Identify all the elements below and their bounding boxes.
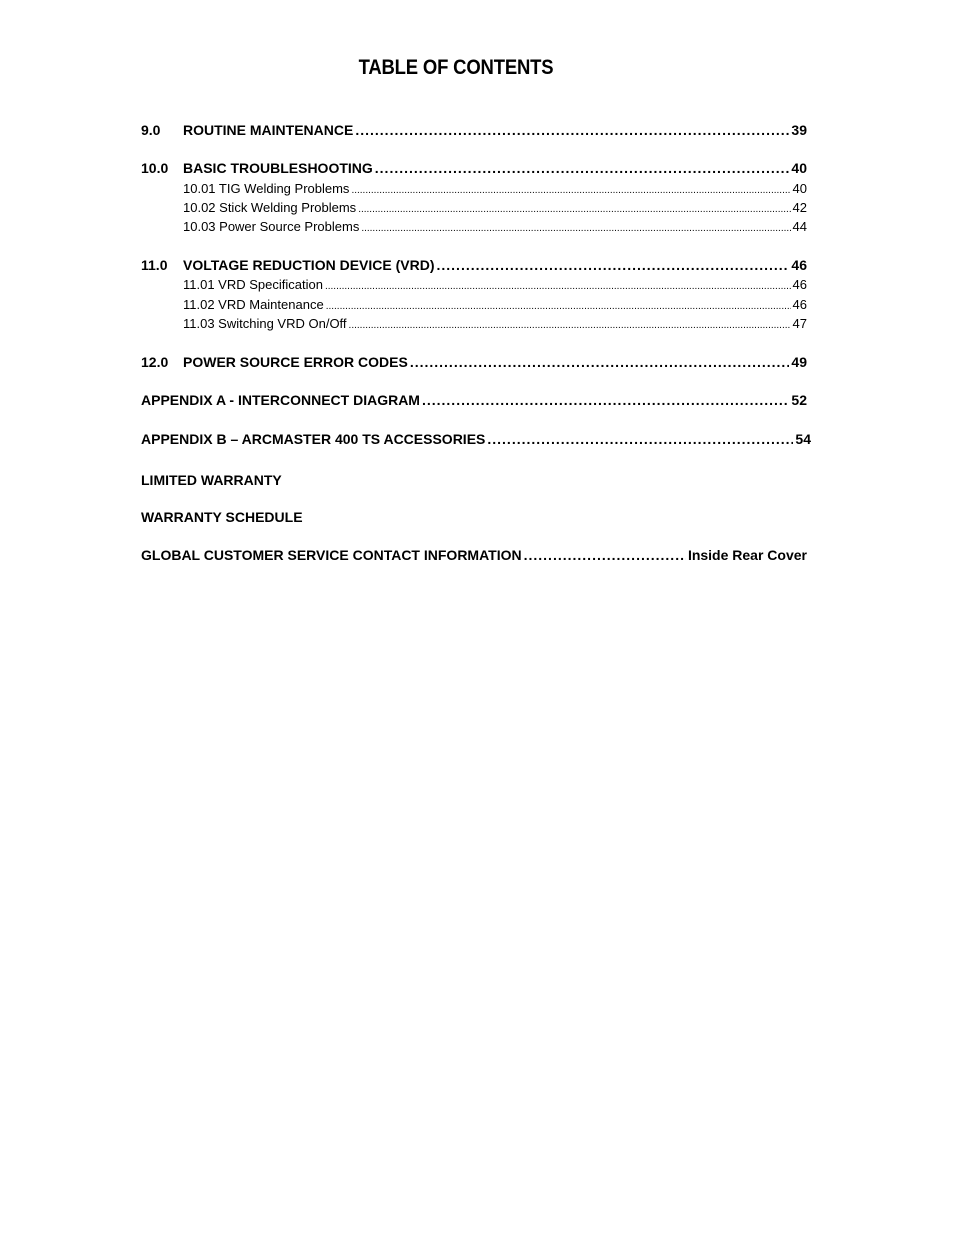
subsection-title: 11.01 VRD Specification bbox=[183, 277, 323, 292]
toc-subentry-vrd-maintenance[interactable] bbox=[183, 297, 807, 314]
dot-leader bbox=[358, 204, 790, 215]
dot-leader bbox=[326, 301, 791, 312]
toc-entry-appendix-a[interactable] bbox=[141, 392, 807, 410]
toc-entry-vrd[interactable] bbox=[141, 257, 807, 275]
toc-entry-basic-troubleshooting[interactable] bbox=[141, 160, 807, 178]
dot-leader bbox=[437, 257, 790, 273]
dot-leader bbox=[375, 160, 790, 176]
toc-entry-appendix-b[interactable] bbox=[141, 431, 811, 449]
section-title: LIMITED WARRANTY bbox=[141, 472, 282, 488]
subsection-title: 10.02 Stick Welding Problems bbox=[183, 200, 357, 215]
section-title: APPENDIX B – ARCMASTER 400 TS ACCESSORIES bbox=[141, 431, 486, 447]
section-title: WARRANTY SCHEDULE bbox=[141, 509, 303, 525]
page-number: 52 bbox=[791, 392, 807, 408]
dot-leader bbox=[422, 392, 789, 408]
section-title: APPENDIX A - INTERCONNECT DIAGRAM bbox=[141, 392, 420, 408]
toc-entry-warranty-schedule[interactable] bbox=[141, 509, 303, 527]
subsection-title: 10.01 TIG Welding Problems bbox=[183, 181, 350, 196]
section-title: POWER SOURCE ERROR CODES bbox=[183, 354, 408, 370]
page-number: 54 bbox=[795, 431, 811, 447]
page-number: 39 bbox=[791, 122, 807, 138]
dot-leader bbox=[325, 281, 791, 292]
section-title: VOLTAGE REDUCTION DEVICE (VRD) bbox=[183, 257, 435, 273]
page-number: Inside Rear Cover bbox=[687, 547, 807, 563]
toc-entry-error-codes[interactable] bbox=[141, 354, 807, 372]
dot-leader bbox=[524, 547, 686, 563]
section-title: ROUTINE MAINTENANCE bbox=[183, 122, 354, 138]
page-number: 46 bbox=[792, 297, 807, 312]
toc-subentry-stick-welding-problems[interactable] bbox=[183, 200, 807, 217]
toc-entry-limited-warranty[interactable] bbox=[141, 472, 282, 490]
section-number: 12.0 bbox=[141, 354, 169, 370]
page-number: 40 bbox=[792, 181, 807, 196]
subsection-title: 11.02 VRD Maintenance bbox=[183, 297, 324, 312]
dot-leader bbox=[361, 223, 790, 234]
subsection-title: 11.03 Switching VRD On/Off bbox=[183, 316, 347, 331]
section-number: 10.0 bbox=[141, 160, 169, 176]
page-number: 46 bbox=[791, 257, 807, 273]
section-title: BASIC TROUBLESHOOTING bbox=[183, 160, 373, 176]
page-number: 40 bbox=[791, 160, 807, 176]
dot-leader bbox=[410, 354, 790, 370]
page-title: TABLE OF CONTENTS bbox=[358, 56, 554, 79]
dot-leader bbox=[351, 185, 790, 196]
toc-subentry-power-source-problems[interactable] bbox=[183, 219, 807, 236]
page-number: 46 bbox=[792, 277, 807, 292]
dot-leader bbox=[355, 122, 789, 138]
toc-entry-routine-maintenance[interactable] bbox=[141, 122, 807, 140]
toc-subentry-switching-vrd[interactable] bbox=[183, 316, 807, 333]
toc-entry-global-customer-service[interactable] bbox=[141, 547, 807, 565]
toc-subentry-vrd-specification[interactable] bbox=[183, 277, 807, 294]
section-title: GLOBAL CUSTOMER SERVICE CONTACT INFORMATION bbox=[141, 547, 522, 563]
dot-leader bbox=[349, 320, 791, 331]
section-number: 11.0 bbox=[141, 257, 168, 273]
page-number: 49 bbox=[791, 354, 807, 370]
subsection-title: 10.03 Power Source Problems bbox=[183, 219, 360, 234]
page-number: 47 bbox=[792, 316, 807, 331]
toc-subentry-tig-welding-problems[interactable] bbox=[183, 181, 807, 198]
section-number: 9.0 bbox=[141, 122, 161, 138]
page-number: 42 bbox=[792, 200, 807, 215]
dot-leader bbox=[487, 431, 793, 447]
page-number: 44 bbox=[792, 219, 807, 234]
